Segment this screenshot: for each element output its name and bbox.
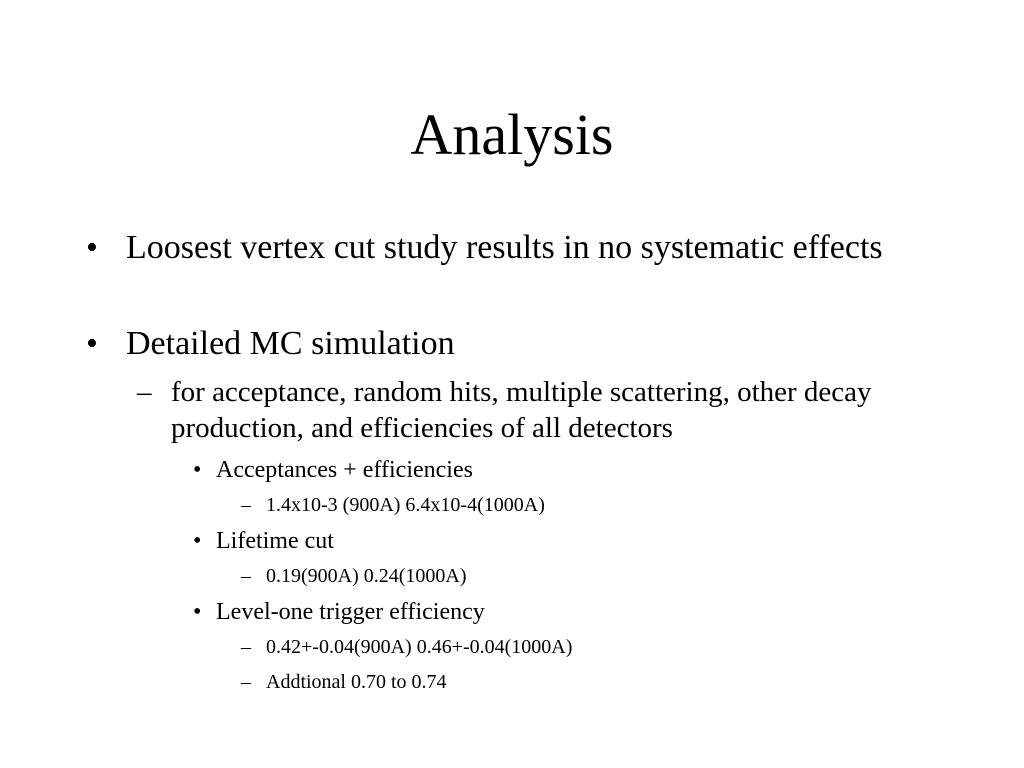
bullet-text: Detailed MC simulation	[126, 325, 455, 362]
sub-sub-bullet-text: Acceptances + efficiencies	[216, 457, 473, 483]
sub-sub-bullet-text: Level-one trigger efficiency	[216, 599, 485, 625]
slide-title: Analysis	[410, 102, 614, 167]
dash-marker: –	[241, 565, 251, 587]
bullet-marker: •	[193, 457, 202, 483]
bullet-text: Loosest vertex cut study results in no systematic effects	[126, 229, 883, 266]
dash-marker: –	[241, 494, 251, 516]
detail-text: 1.4x10-3 (900A) 6.4x10-4(1000A)	[266, 494, 545, 516]
detail-text: 0.19(900A) 0.24(1000A)	[266, 565, 467, 587]
detail-text: 0.42+-0.04(900A) 0.46+-0.04(1000A)	[266, 636, 573, 658]
bullet-marker: •	[193, 528, 202, 554]
bullet-marker: •	[86, 325, 98, 362]
dash-marker: –	[241, 636, 251, 658]
sub-bullet-text: for acceptance, random hits, multiple scattering, other decay production, and efficiencies of all detectors	[171, 376, 872, 444]
sub-sub-bullet-text: Lifetime cut	[216, 528, 334, 554]
detail-text: Addtional 0.70 to 0.74	[266, 671, 447, 693]
bullet-marker: •	[86, 229, 98, 266]
dash-marker: –	[137, 376, 152, 408]
dash-marker: –	[241, 671, 251, 693]
bullet-marker: •	[193, 599, 202, 625]
